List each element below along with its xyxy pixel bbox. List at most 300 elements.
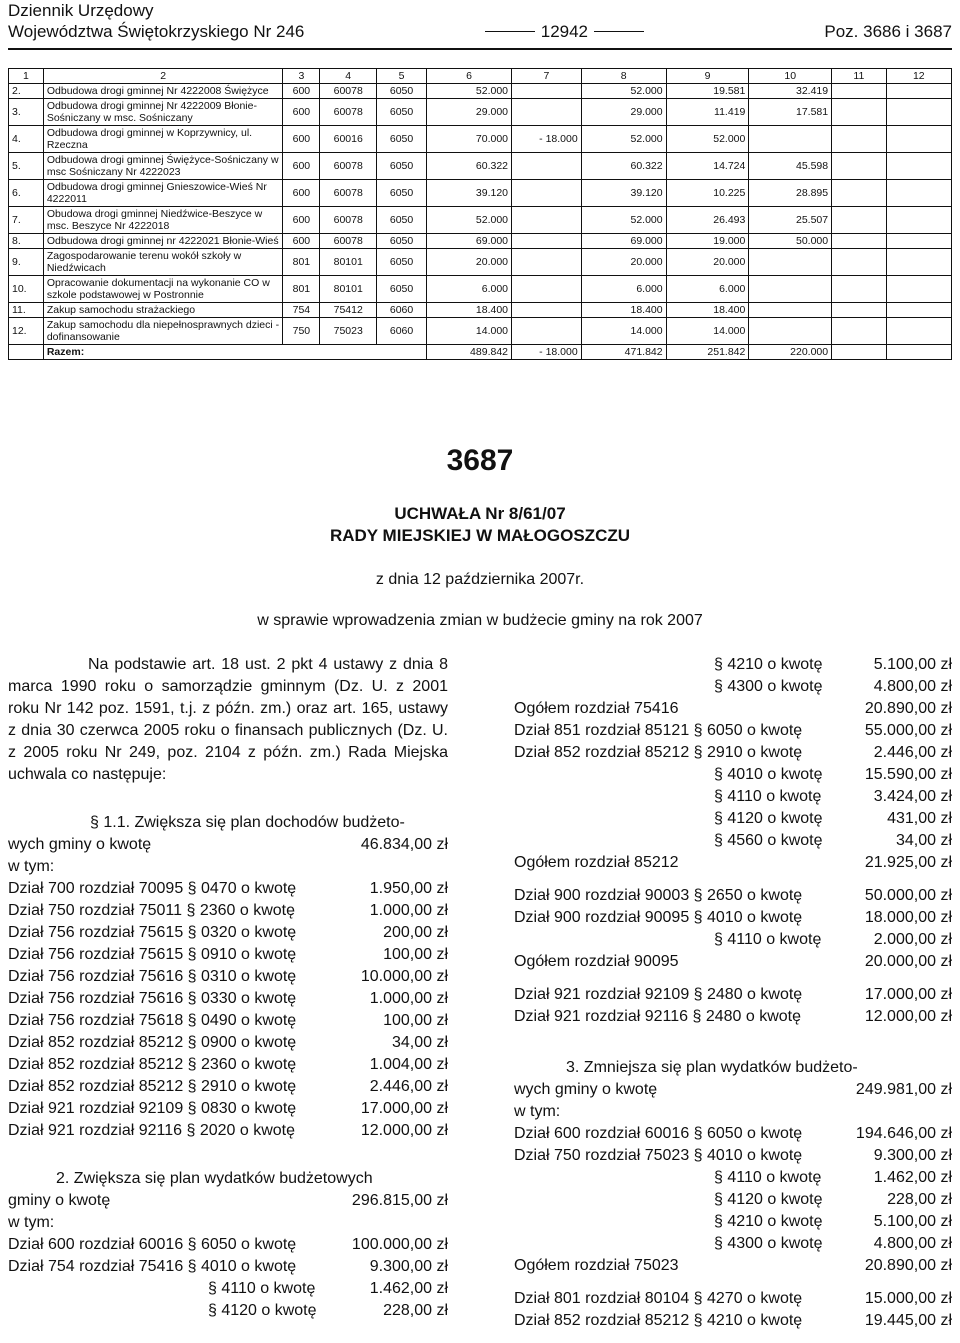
decrease-item-label: § 4110 o kwotę — [714, 1169, 822, 1186]
table-cell: 19.581 — [666, 84, 749, 99]
table-header-cell: 5 — [377, 69, 427, 84]
income-item-amount: 1.950,00 zł — [369, 880, 448, 897]
right-item-label: Ogółem rozdział 90095 — [514, 953, 679, 970]
table-header-cell: 10 — [749, 69, 832, 84]
decrease-item-label: § 4210 o kwotę — [714, 1213, 823, 1230]
table-cell: 6. — [9, 180, 44, 207]
p3-heading: 3. Zmniejsza się plan wydatków budżeto- — [566, 1059, 858, 1076]
right-item-label: § 4010 o kwotę — [714, 766, 823, 783]
right-list — [514, 654, 952, 1039]
table-cell: 69.000 — [427, 234, 512, 249]
decrease-item-label: § 4300 o kwotę — [714, 1235, 823, 1252]
table-cell: - 18.000 — [512, 126, 582, 153]
table-cell: 75412 — [320, 303, 377, 318]
journal-title: Dziennik Urzędowy — [8, 1, 154, 20]
income-list — [8, 878, 448, 1142]
table-cell — [512, 84, 582, 99]
total-label: Razem: — [43, 345, 426, 360]
table-cell: 6.000 — [666, 276, 749, 303]
table-row — [9, 303, 952, 318]
income-item — [8, 966, 448, 988]
left-column — [8, 654, 448, 1322]
table-row — [9, 180, 952, 207]
right-item-amount: 431,00 zł — [887, 810, 952, 827]
table-cell: 6050 — [377, 99, 427, 126]
table-header-cell: 2 — [43, 69, 283, 84]
table-cell: Odbudowa drogi gminnej Świężyce-Sośniczany w msc Sośniczany Nr 4222023 — [43, 153, 283, 180]
total-cell: 251.842 — [666, 345, 749, 360]
decrease-item-amount: 9.300,00 zł — [873, 1147, 952, 1164]
income-item-amount: 200,00 zł — [383, 924, 448, 941]
expense-item-label: § 4120 o kwotę — [208, 1302, 317, 1319]
p2-wtym: w tym: — [8, 1214, 55, 1231]
table-cell — [886, 180, 951, 207]
right-item-label: § 4120 o kwotę — [714, 810, 823, 827]
income-item-label: Dział 756 rozdział 75615 § 0910 o kwotę — [8, 946, 297, 963]
right-item-amount: 55.000,00 zł — [864, 722, 952, 739]
decrease-item — [514, 1123, 952, 1145]
table-cell: 39.120 — [581, 180, 666, 207]
income-item — [8, 944, 448, 966]
right-item — [514, 676, 952, 698]
table-cell: 60078 — [320, 234, 377, 249]
table-cell: 60078 — [320, 84, 377, 99]
right-item-amount: 12.000,00 zł — [864, 1008, 952, 1025]
table-cell: Opracowanie dokumentacji na wykonanie CO w szkole podstawowej w Postronnie — [43, 276, 283, 303]
right-item-label: Ogółem rozdział 85212 — [514, 854, 679, 871]
table-cell: 11. — [9, 303, 44, 318]
table-header-cell: 4 — [320, 69, 377, 84]
right-item-amount: 15.590,00 zł — [864, 766, 952, 783]
table-cell — [886, 303, 951, 318]
income-item-label: Dział 750 rozdział 75011 § 2360 o kwotę — [8, 902, 295, 919]
table-row — [9, 99, 952, 126]
table-cell: 19.000 — [666, 234, 749, 249]
table-cell: 75023 — [320, 318, 377, 345]
right-item-label: Dział 851 rozdział 85121 § 6050 o kwotę — [514, 722, 803, 739]
table-cell: 6050 — [377, 153, 427, 180]
right-item-label: § 4110 o kwotę — [714, 931, 822, 948]
right-item — [514, 984, 952, 1006]
decrease-item — [514, 1288, 952, 1310]
p3-wtym: w tym: — [514, 1103, 561, 1120]
table-cell: 6050 — [377, 126, 427, 153]
income-item-amount: 2.446,00 zł — [369, 1078, 448, 1095]
expense-list — [8, 1234, 448, 1322]
table-cell: 80101 — [320, 249, 377, 276]
table-cell: 600 — [283, 234, 320, 249]
p2-total: gminy o kwotę 296.815,00 zł — [8, 1192, 448, 1209]
decrease-item — [514, 1211, 952, 1233]
table-cell — [886, 318, 951, 345]
table-cell — [749, 318, 832, 345]
table-cell: 600 — [283, 153, 320, 180]
table-cell: 52.000 — [666, 126, 749, 153]
income-item-label: Dział 921 rozdział 92116 § 2020 o kwotę — [8, 1122, 295, 1139]
income-item — [8, 922, 448, 944]
table-cell: 6060 — [377, 318, 427, 345]
table-cell: Odbudowa drogi gminnej Nr 4222009 Błonie-Sośniczany w msc. Sośniczany — [43, 99, 283, 126]
income-item-label: Dział 921 rozdział 92109 § 0830 o kwotę — [8, 1100, 297, 1117]
right-item — [514, 907, 952, 929]
income-item-amount: 17.000,00 zł — [360, 1100, 448, 1117]
income-item-amount: 34,00 zł — [391, 1034, 448, 1051]
table-cell: 5. — [9, 153, 44, 180]
table-cell: 52.000 — [581, 207, 666, 234]
decrease-item — [514, 1233, 952, 1255]
income-item — [8, 1120, 448, 1142]
table-cell: 14.000 — [581, 318, 666, 345]
table-cell: Zagospodarowanie terenu wokół szkoły w Niedźwicach — [43, 249, 283, 276]
table-cell — [886, 99, 951, 126]
decrease-item-amount: 5.100,00 zł — [873, 1213, 952, 1230]
decrease-item — [514, 1310, 952, 1332]
table-cell: 14.000 — [427, 318, 512, 345]
table-header-cell: 8 — [581, 69, 666, 84]
table-cell: 14.724 — [666, 153, 749, 180]
right-item — [514, 786, 952, 808]
income-item-label: Dział 756 rozdział 75615 § 0320 o kwotę — [8, 924, 297, 941]
right-item — [514, 808, 952, 830]
table-cell: 26.493 — [666, 207, 749, 234]
income-item — [8, 878, 448, 900]
expense-item — [8, 1234, 448, 1256]
table-row — [9, 126, 952, 153]
table-cell: 39.120 — [427, 180, 512, 207]
table-cell: 600 — [283, 207, 320, 234]
right-item-label: § 4560 o kwotę — [714, 832, 823, 849]
table-cell — [749, 276, 832, 303]
expense-item — [8, 1278, 448, 1300]
table-row — [9, 249, 952, 276]
income-item-label: Dział 852 rozdział 85212 § 2910 o kwotę — [8, 1078, 297, 1095]
table-row — [9, 207, 952, 234]
total-cell — [832, 345, 886, 360]
right-item — [514, 929, 952, 951]
table-cell: 60016 — [320, 126, 377, 153]
table-cell — [832, 303, 886, 318]
table-header-cell: 7 — [512, 69, 582, 84]
right-item-amount: 18.000,00 zł — [864, 909, 952, 926]
table-cell: 6050 — [377, 180, 427, 207]
income-item-amount: 100,00 zł — [383, 1012, 448, 1029]
table-cell: 50.000 — [749, 234, 832, 249]
resolution-council: RADY MIEJSKIEJ W MAŁOGOSZCZU — [329, 526, 631, 545]
table-cell — [749, 126, 832, 153]
table-row — [9, 276, 952, 303]
right-item — [514, 852, 952, 874]
table-cell — [749, 303, 832, 318]
total-cell: - 18.000 — [512, 345, 582, 360]
table-header-cell: 9 — [666, 69, 749, 84]
table-cell: 20.000 — [581, 249, 666, 276]
table-cell — [512, 276, 582, 303]
table-cell: 6050 — [377, 234, 427, 249]
table-cell: 28.895 — [749, 180, 832, 207]
table-header-cell: 11 — [832, 69, 886, 84]
income-item — [8, 1010, 448, 1032]
table-header-cell: 1 — [9, 69, 44, 84]
income-item — [8, 1054, 448, 1076]
table-cell: Obudowa drogi gminnej Niedźwice-Beszyce w msc. Beszyce Nr 4222018 — [43, 207, 283, 234]
table-cell — [886, 84, 951, 99]
right-item — [514, 764, 952, 786]
table-cell — [886, 207, 951, 234]
table-cell: Odbudowa drogi gminnej Nr 4222008 Świężyce — [43, 84, 283, 99]
decrease-item-label: Dział 600 rozdział 60016 § 6050 o kwotę — [514, 1125, 803, 1142]
table-cell — [512, 234, 582, 249]
p3-total: wych gminy o kwotę 249.981,00 zł — [514, 1081, 952, 1098]
income-item — [8, 988, 448, 1010]
table-row — [9, 318, 952, 345]
right-item-amount: 2.446,00 zł — [873, 744, 952, 761]
table-cell — [512, 153, 582, 180]
table-cell: 45.598 — [749, 153, 832, 180]
table-cell: 69.000 — [581, 234, 666, 249]
table-row — [9, 84, 952, 99]
table-cell: 70.000 — [427, 126, 512, 153]
page-number: 12942 — [485, 21, 644, 42]
decrease-item-amount: 20.890,00 zł — [864, 1257, 952, 1274]
table-cell: Odbudowa drogi gminnej Gnieszowice-Wieś Nr 4222011 — [43, 180, 283, 207]
right-item-label: § 4210 o kwotę — [714, 656, 823, 673]
right-item-label: Dział 900 rozdział 90095 § 4010 o kwotę — [514, 909, 803, 926]
decrease-item-amount: 228,00 zł — [887, 1191, 952, 1208]
table-cell — [886, 234, 951, 249]
table-cell: 52.000 — [581, 84, 666, 99]
expense-item-amount: 9.300,00 zł — [369, 1258, 448, 1275]
table-cell — [832, 249, 886, 276]
p1-wtym: w tym: — [8, 858, 55, 875]
table-row — [9, 234, 952, 249]
expense-item-amount: 228,00 zł — [383, 1302, 448, 1319]
decrease-item-amount: 19.445,00 zł — [864, 1312, 952, 1329]
decrease-item — [514, 1145, 952, 1167]
income-item-label: Dział 756 rozdział 75618 § 0490 o kwotę — [8, 1012, 297, 1029]
expense-item-amount: 100.000,00 zł — [351, 1236, 448, 1253]
income-item — [8, 1076, 448, 1098]
right-item — [514, 742, 952, 764]
table-cell: 60078 — [320, 99, 377, 126]
decrease-item-amount: 4.800,00 zł — [873, 1235, 952, 1252]
decrease-item-amount: 1.462,00 zł — [873, 1169, 952, 1186]
right-item-amount: 50.000,00 zł — [864, 887, 952, 904]
position-label: Poz. 3686 i 3687 — [824, 22, 952, 41]
table-cell: 600 — [283, 84, 320, 99]
table-cell: 6.000 — [581, 276, 666, 303]
table-header-cell: 3 — [283, 69, 320, 84]
table-total-row — [9, 345, 952, 360]
income-item-label: Dział 756 rozdział 75616 § 0330 o kwotę — [8, 990, 297, 1007]
table-cell: 52.000 — [581, 126, 666, 153]
resolution-subject: w sprawie wprowadzenia zmian w budżecie gminy na rok 2007 — [257, 612, 703, 629]
decrease-item — [514, 1167, 952, 1189]
table-cell: 2. — [9, 84, 44, 99]
expense-item-label: § 4110 o kwotę — [208, 1280, 316, 1297]
table-cell — [832, 234, 886, 249]
table-cell: 29.000 — [427, 99, 512, 126]
table-cell: 20.000 — [666, 249, 749, 276]
right-item — [514, 1006, 952, 1028]
decrease-item-label: Dział 852 rozdział 85212 § 4210 o kwotę — [514, 1312, 803, 1329]
right-item-amount: 21.925,00 zł — [864, 854, 952, 871]
table-cell — [832, 180, 886, 207]
table-cell: Odbudowa drogi gminnej w Koprzywnicy, ul. Rzeczna — [43, 126, 283, 153]
table-cell — [832, 99, 886, 126]
right-column — [514, 654, 952, 1332]
table-cell: 6.000 — [427, 276, 512, 303]
p1-heading: § 1.1. Zwiększa się plan dochodów budżeto- — [90, 814, 405, 831]
expense-item — [8, 1300, 448, 1322]
table-cell — [886, 249, 951, 276]
income-item-amount: 100,00 zł — [383, 946, 448, 963]
header-rule — [8, 48, 952, 50]
table-cell: 6050 — [377, 207, 427, 234]
table-cell: 11.419 — [666, 99, 749, 126]
table-cell — [749, 249, 832, 276]
table-cell: 25.507 — [749, 207, 832, 234]
table-cell — [886, 126, 951, 153]
p2-heading: 2. Zwiększa się plan wydatków budżetowych — [56, 1170, 373, 1187]
table-cell: 9. — [9, 249, 44, 276]
table-cell — [832, 153, 886, 180]
table-cell: 10. — [9, 276, 44, 303]
table-cell — [512, 207, 582, 234]
table-header-cell: 12 — [886, 69, 951, 84]
total-cell: 471.842 — [581, 345, 666, 360]
right-item-amount: 20.000,00 zł — [864, 953, 952, 970]
decrease-item-amount: 194.646,00 zł — [855, 1125, 952, 1142]
table-row — [9, 153, 952, 180]
total-cell: 220.000 — [749, 345, 832, 360]
income-item — [8, 1032, 448, 1054]
decrease-item-label: § 4120 o kwotę — [714, 1191, 823, 1208]
table-cell: 52.000 — [427, 84, 512, 99]
right-item-label: § 4300 o kwotę — [714, 678, 823, 695]
table-cell: 12. — [9, 318, 44, 345]
table-cell — [832, 276, 886, 303]
p3-list — [514, 1123, 952, 1332]
table-cell — [512, 303, 582, 318]
table-cell: 14.000 — [666, 318, 749, 345]
right-item-amount: 5.100,00 zł — [873, 656, 952, 673]
voivodeship-title: Województwa Świętokrzyskiego Nr 246 — [8, 22, 305, 41]
table-cell: 750 — [283, 318, 320, 345]
table-cell — [832, 126, 886, 153]
right-item — [514, 654, 952, 676]
dash-left — [485, 31, 535, 32]
table-cell: 80101 — [320, 276, 377, 303]
income-item-label: Dział 700 rozdział 70095 § 0470 o kwotę — [8, 880, 297, 897]
table-cell — [832, 207, 886, 234]
decrease-item-label: Ogółem rozdział 75023 — [514, 1257, 679, 1274]
right-item-label: Dział 921 rozdział 92116 § 2480 o kwotę — [514, 1008, 801, 1025]
table-cell — [512, 99, 582, 126]
preamble: Na podstawie art. 18 ust. 2 pkt 4 ustawy z dnia 8 marca 1990 roku o samorządzie gminnym (Dz. U. z 2001 roku Nr 142 poz. 1591, t.j. z późn. zm.) oraz art. 165, ustawy z dnia 30 czerwca 2005 roku o finansach publicznych (Dz. U. z 2005 roku Nr 249, poz. 2104 z późn. zm.) Rada Miejska uchwala co następuje: — [8, 656, 448, 783]
table-cell: 6050 — [377, 276, 427, 303]
expense-item — [8, 1256, 448, 1278]
table-cell: 60078 — [320, 180, 377, 207]
table-cell: 754 — [283, 303, 320, 318]
table-cell: 18.400 — [666, 303, 749, 318]
table-cell: Zakup samochodu dla niepełnosprawnych dzieci - dofinansowanie — [43, 318, 283, 345]
expense-item-label: Dział 754 rozdział 75416 § 4010 o kwotę — [8, 1258, 297, 1275]
table-cell: 8. — [9, 234, 44, 249]
income-item — [8, 900, 448, 922]
income-item-label: Dział 852 rozdział 85212 § 2360 o kwotę — [8, 1056, 297, 1073]
right-item-amount: 20.890,00 zł — [864, 700, 952, 717]
income-item-amount: 10.000,00 zł — [360, 968, 448, 985]
table-cell: 60078 — [320, 207, 377, 234]
table-cell: 7. — [9, 207, 44, 234]
right-item — [514, 885, 952, 907]
table-cell: 600 — [283, 126, 320, 153]
resolution-number: 3687 — [446, 444, 514, 477]
decrease-item-label: Dział 750 rozdział 75023 § 4010 o kwotę — [514, 1147, 803, 1164]
budget-table — [8, 68, 952, 360]
right-item — [514, 951, 952, 973]
table-cell: 60.322 — [427, 153, 512, 180]
right-item — [514, 830, 952, 852]
income-item-amount: 1.000,00 zł — [369, 902, 448, 919]
table-cell: 32.419 — [749, 84, 832, 99]
table-header-row — [9, 69, 952, 84]
table-cell: 600 — [283, 99, 320, 126]
table-cell — [512, 318, 582, 345]
table-cell — [9, 345, 44, 360]
table-cell: 20.000 — [427, 249, 512, 276]
decrease-item-label: Dział 801 rozdział 80104 § 4270 o kwotę — [514, 1290, 803, 1307]
table-cell — [512, 180, 582, 207]
table-cell: 6050 — [377, 249, 427, 276]
expense-item-label: Dział 600 rozdział 60016 § 6050 o kwotę — [8, 1236, 297, 1253]
dash-right — [594, 31, 644, 32]
right-item-label: Dział 921 rozdział 92109 § 2480 o kwotę — [514, 986, 803, 1003]
decrease-item — [514, 1189, 952, 1211]
right-item-label: § 4110 o kwotę — [714, 788, 822, 805]
right-item-amount: 34,00 zł — [895, 832, 952, 849]
income-item-amount: 1.000,00 zł — [369, 990, 448, 1007]
right-item-label: Dział 852 rozdział 85212 § 2910 o kwotę — [514, 744, 803, 761]
resolution-date: z dnia 12 października 2007r. — [375, 571, 585, 588]
expense-item-amount: 1.462,00 zł — [369, 1280, 448, 1297]
decrease-item-amount: 15.000,00 zł — [864, 1290, 952, 1307]
right-item-amount: 17.000,00 zł — [864, 986, 952, 1003]
table-cell — [832, 318, 886, 345]
decrease-item — [514, 1255, 952, 1277]
income-item-amount: 12.000,00 zł — [360, 1122, 448, 1139]
table-cell: 29.000 — [581, 99, 666, 126]
table-cell — [512, 249, 582, 276]
right-item — [514, 698, 952, 720]
total-cell — [886, 345, 951, 360]
table-cell: 18.400 — [427, 303, 512, 318]
table-cell: 600 — [283, 180, 320, 207]
table-cell: Zakup samochodu strażackiego — [43, 303, 283, 318]
table-cell — [886, 276, 951, 303]
right-item — [514, 720, 952, 742]
table-cell: 6060 — [377, 303, 427, 318]
total-cell: 489.842 — [427, 345, 512, 360]
table-cell: 3. — [9, 99, 44, 126]
table-cell: 17.581 — [749, 99, 832, 126]
table-cell: 801 — [283, 249, 320, 276]
resolution-title: UCHWAŁA Nr 8/61/07 — [394, 504, 566, 523]
right-item-label: Dział 900 rozdział 90003 § 2650 o kwotę — [514, 887, 803, 904]
table-cell: Odbudowa drogi gminnej nr 4222021 Błonie-Wieś — [43, 234, 283, 249]
income-item-amount: 1.004,00 zł — [369, 1056, 448, 1073]
table-cell: 6050 — [377, 84, 427, 99]
